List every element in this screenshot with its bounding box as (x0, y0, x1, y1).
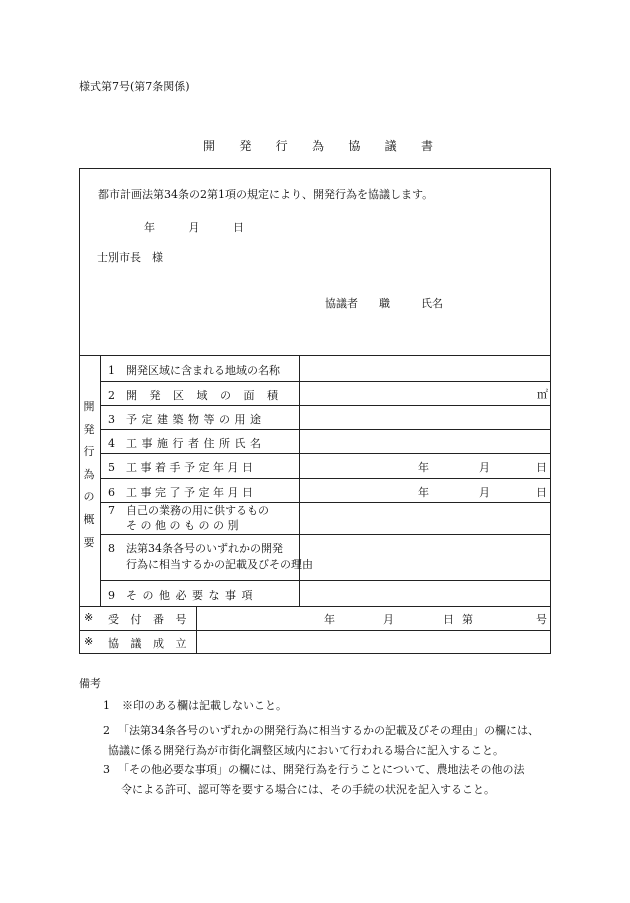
row-label-line1: 自己の業務の用に供するもの (126, 504, 269, 517)
receipt-go-label: 号 (536, 613, 547, 626)
table-divider (79, 630, 551, 631)
consultant-label: 協議者 (325, 297, 358, 310)
submission-date (144, 219, 274, 235)
row-number: 9 (108, 589, 115, 602)
row-number: 2 (108, 389, 115, 402)
receipt-month-label: 月 (383, 613, 394, 626)
note-text: ※印のある欄は記載しないこと。 (122, 699, 287, 712)
row-number: 7 (108, 504, 115, 517)
agreement-label: 協 議 成 立 (108, 637, 187, 650)
year-label: 年 (418, 486, 429, 499)
month-label: 月 (188, 221, 200, 234)
month-label: 月 (479, 486, 490, 499)
receipt-year-label: 年 (324, 613, 335, 626)
row-label: 工 事 完 了 予 定 年 月 日 (126, 486, 253, 499)
consultant-signature (325, 295, 443, 311)
note-text-line1: 「法第34条各号のいずれかの開発行為に相当するかの記載及びその理由」の欄には、 (118, 724, 539, 737)
row-label: 開 発 区 域 の 面 積 (126, 389, 278, 402)
title-char: 為 (311, 139, 324, 153)
outline-side-label (80, 396, 98, 554)
table-divider (100, 478, 551, 479)
row-contractor (108, 435, 261, 451)
office-use-mark: ※ (84, 635, 94, 648)
note-item (103, 761, 525, 777)
note-item (103, 722, 539, 738)
receipt-dai-label: 第 (462, 613, 473, 626)
row-number: 6 (108, 486, 115, 499)
row-label-line2: そ の 他 の も の の 別 (126, 519, 239, 532)
title-char: 開 (203, 139, 216, 153)
note-text-line1: 「その他必要な事項」の欄には、開発行為を行うことについて、農地法その他の法 (118, 763, 525, 776)
row-label: 工 事 着 手 予 定 年 月 日 (126, 461, 253, 474)
table-divider (100, 429, 551, 430)
row-label-line1: 法第34条各号のいずれかの開発 (126, 542, 283, 555)
receipt-number-label: 受 付 番 号 (108, 613, 187, 626)
title-char: 議 (384, 139, 397, 153)
row-other-matters (108, 587, 252, 603)
row-number: 3 (108, 413, 115, 426)
row-label: そ の 他 必 要 な 事 項 (126, 589, 253, 602)
side-char: 為 (83, 467, 95, 481)
table-divider (100, 534, 551, 535)
row-completion-date (108, 484, 253, 500)
table-divider (100, 381, 551, 382)
table-divider (79, 606, 551, 607)
name-label: 氏名 (421, 297, 443, 310)
title-char: 協 (348, 139, 361, 153)
title-char: 書 (420, 139, 433, 153)
table-divider (100, 580, 551, 581)
side-char: の (83, 490, 95, 504)
title-char: 行 (275, 139, 288, 153)
row-area-size (108, 387, 278, 403)
position-label: 職 (379, 297, 390, 310)
form-number: 様式第7号(第7条関係) (79, 80, 190, 93)
table-divider (100, 355, 101, 606)
row-number: 5 (108, 461, 115, 474)
row-start-date (108, 459, 253, 475)
table-divider (196, 606, 197, 654)
addressee: 士別市長 様 (97, 251, 163, 264)
declaration-statement: 都市計画法第34条の2第1項の規定により、開発行為を協議します。 (98, 188, 434, 201)
year-label: 年 (144, 221, 155, 234)
row-number: 1 (108, 364, 115, 377)
table-divider (100, 453, 551, 454)
side-char: 開 (83, 400, 95, 413)
side-char: 発 (83, 422, 95, 436)
row-self-use (108, 503, 269, 533)
title-char: 発 (239, 139, 252, 153)
row-area-name (108, 362, 280, 378)
area-unit: ㎡ (537, 388, 548, 401)
row-label: 予 定 建 築 物 等 の 用 途 (126, 413, 261, 426)
row-number: 8 (108, 542, 115, 555)
row-label: 開発区域に含まれる地域の名称 (126, 364, 280, 377)
office-use-mark: ※ (84, 611, 94, 624)
row-building-use (108, 411, 261, 427)
note-text-line2: 協議に係る開発行為が市街化調整区域内において行われる場合に記入すること。 (108, 744, 504, 757)
row-label: 工 事 施 行 者 住 所 氏 名 (126, 437, 261, 450)
day-label: 日 (233, 221, 244, 234)
note-number: 2 (103, 724, 110, 737)
month-label: 月 (479, 461, 490, 474)
table-divider (79, 355, 551, 356)
note-item (103, 697, 287, 713)
day-label: 日 (536, 461, 547, 474)
side-char: 行 (83, 445, 95, 459)
document-title (203, 137, 433, 154)
row-number: 4 (108, 437, 115, 450)
side-char: 要 (83, 535, 95, 549)
side-char: 概 (83, 512, 95, 526)
row-label-line2: 行為に相当するかの記載及びその理由 (126, 558, 313, 571)
note-text-line2: 令による許可、認可等を要する場合には、その手続の状況を記入すること。 (121, 783, 495, 796)
notes-heading: 備考 (79, 677, 101, 690)
note-number: 3 (103, 763, 110, 776)
table-divider (100, 405, 551, 406)
day-label: 日 (536, 486, 547, 499)
note-number: 1 (103, 699, 110, 712)
receipt-day-label: 日 (443, 613, 454, 626)
row-article34 (108, 541, 313, 573)
year-label: 年 (418, 461, 429, 474)
